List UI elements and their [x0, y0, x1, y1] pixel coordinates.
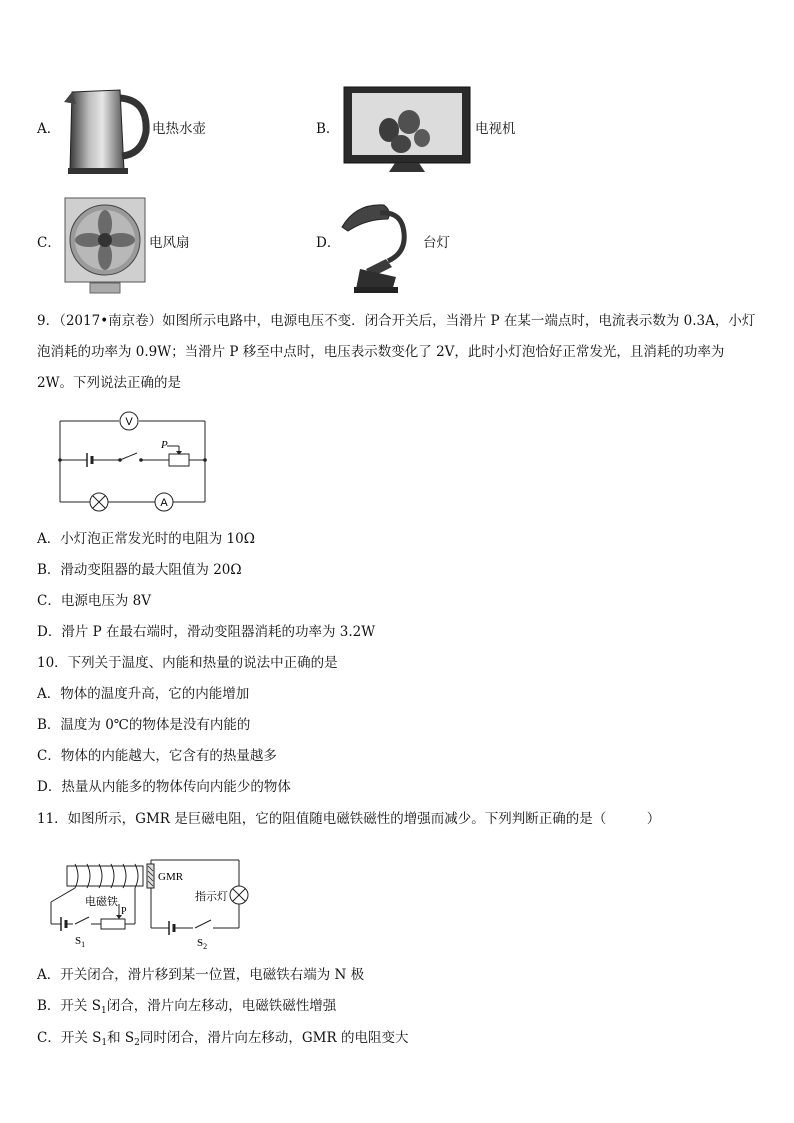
option-c-label: 电风扇 [149, 235, 190, 251]
q11-option-c-sub1: 1 [101, 1038, 108, 1048]
q11-option-c-sub2: 2 [134, 1038, 140, 1048]
electromagnet-label: 电磁铁 [85, 895, 118, 908]
slider-label: P [161, 439, 168, 451]
gmr-label: GMR [158, 871, 184, 883]
electric-fan-picture [64, 197, 146, 295]
option-a-label: 电热水壶 [152, 121, 206, 137]
q9-stem-line-3: 2W。下列说法正确的是 [37, 375, 181, 391]
television-picture [343, 86, 471, 174]
electric-kettle-picture [62, 84, 152, 176]
q11-option-c-pre: C．开关 S [37, 1030, 102, 1046]
q11-option-b-pre: B．开关 S [37, 998, 101, 1014]
ammeter-label: A [160, 497, 168, 509]
q10-option-a: A．物体的温度升高，它的内能增加 [37, 686, 250, 702]
slider-p-label: P [121, 906, 127, 917]
q11-option-c-post: 同时闭合，滑片向左移动，GMR 的电阻变大 [139, 1030, 409, 1046]
q9-option-b: B．滑动变阻器的最大阻值为 20Ω [37, 562, 242, 578]
q11-option-b-sub: 1 [100, 1006, 107, 1016]
q10-option-b: B．温度为 0℃的物体是没有内能的 [37, 717, 251, 733]
switch-s2-label: $S_2$ [197, 937, 208, 951]
q11-stem: 11．如图所示，GMR 是巨磁电阻，它的阻值随电磁铁磁性的增强而减少。下列判断正确的是（ ） [37, 811, 661, 827]
q11-option-a: A．开关闭合，滑片移到某一位置，电磁铁右端为 N 极 [37, 967, 365, 983]
q10-option-c: C．物体的内能越大，它含有的热量越多 [37, 748, 277, 764]
desk-lamp-picture [336, 197, 422, 295]
option-d-label: 台灯 [423, 235, 450, 251]
q9-option-a: A．小灯泡正常发光时的电阻为 10Ω [37, 531, 255, 547]
q11-option-b-post: 闭合，滑片向左移动，电磁铁磁性增强 [106, 998, 337, 1014]
indicator-lamp-label: 指示灯 [195, 890, 228, 903]
q11-option-c [37, 1024, 408, 1058]
q11-circuit-diagram [45, 858, 260, 950]
voltmeter-label: V [125, 416, 133, 428]
q9-stem-line-1: 9．（2017•南京卷）如图所示电路中，电源电压不变．闭合开关后，当滑片 P 在某一端点时，电流表示数为 0.3A，小灯 [37, 313, 756, 329]
option-d-letter: D． [316, 235, 341, 251]
q9-option-c: C．电源电压为 8V [37, 593, 151, 609]
q11-option-c-mid: 和 S [107, 1030, 135, 1046]
q10-option-d: D．热量从内能多的物体传向内能少的物体 [37, 779, 291, 795]
q11-option-b [37, 992, 336, 1026]
option-c-letter: C． [37, 235, 61, 251]
option-a-letter: A． [37, 121, 61, 137]
option-b-letter: B． [316, 121, 340, 137]
option-b-label: 电视机 [475, 121, 516, 137]
q9-circuit-diagram [55, 408, 215, 512]
q9-option-d: D．滑片 P 在最右端时，滑动变阻器消耗的功率为 3.2W [37, 624, 376, 640]
q9-stem-line-2: 泡消耗的功率为 0.9W；当滑片 P 移至中点时，电压表示数变化了 2V，此时小灯泡恰好正常发光，且消耗的功率为 [37, 344, 725, 360]
switch-s1-label: $S_1$ [75, 935, 86, 949]
q10-stem: 10．下列关于温度、内能和热量的说法中正确的是 [37, 655, 338, 671]
